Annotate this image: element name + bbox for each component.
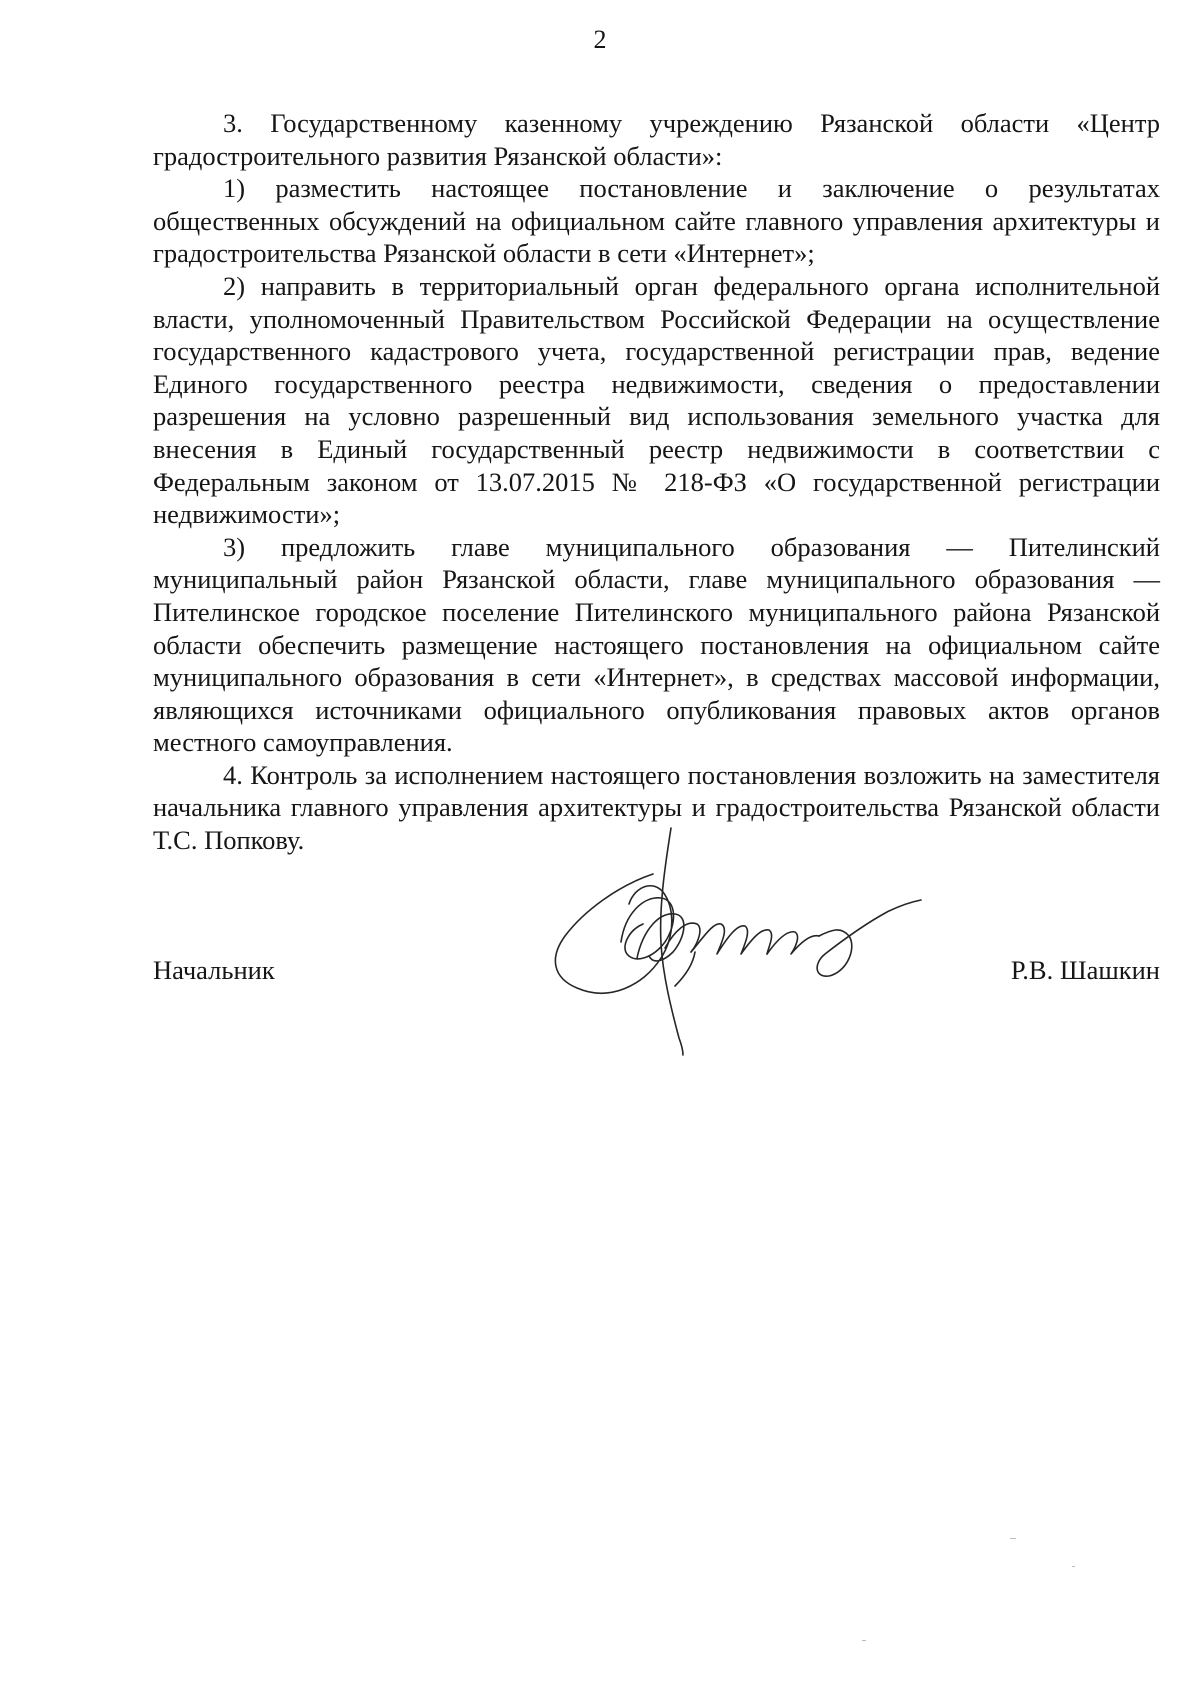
signatory-position: Начальник [153, 955, 275, 985]
page-number: 2 [593, 25, 607, 54]
paragraph-subitem-1: 1) разместить настоящее постановление и заключение о результатах общественных обсуждений на официальном сайте главного управления архитектуры и градостроительства Рязанской области в сети «Интернет»; [153, 173, 1160, 269]
scan-artifact [1010, 1538, 1016, 1539]
document-body [153, 107, 1160, 857]
handwritten-signature [525, 826, 925, 1056]
paragraph-subitem-3: 3) предложить главе муниципального образования — Пителинский муниципальный район Рязанской области, главе муниципального образования — Пителинское городское поселение Пителинского муниципального района Рязанской области обеспечить размещение настоящего постановления на официальном сайте муниципального образования в сети «Интернет», в средствах массовой информации, являющихся источниками официального опубликования правовых актов органов местного самоуправления. [153, 531, 1160, 758]
paragraph-item-3: 3. Государственному казенному учреждению Рязанской области «Центр градостроительного развития Рязанской области»: [153, 108, 1160, 171]
signatory-name: Р.В. Шашкин [1010, 955, 1160, 985]
paragraph-subitem-2: 2) направить в территориальный орган федерального органа исполнительной власти, уполномоченный Правительством Российской Федерации на осуществление государственного кадастрового учета, государственной регистрации прав, ведение Единого государственного реестра недвижимости, сведения о предоставлении разрешения на условно разрешенный вид использования земельного участка для внесения в Единый государственный реестр недвижимости в соответствии с Федеральным законом от 13.07.2015 № 218-ФЗ «О государственной регистрации недвижимости»; [153, 270, 1160, 530]
paragraph-item-4: 4. Контроль за исполнением настоящего постановления возложить на заместителя начальника главного управления архитектуры и градостроительства Рязанской области Т.С. Попкову. [153, 759, 1160, 856]
scan-artifact [862, 1640, 866, 1641]
scan-artifact [1072, 1566, 1075, 1567]
